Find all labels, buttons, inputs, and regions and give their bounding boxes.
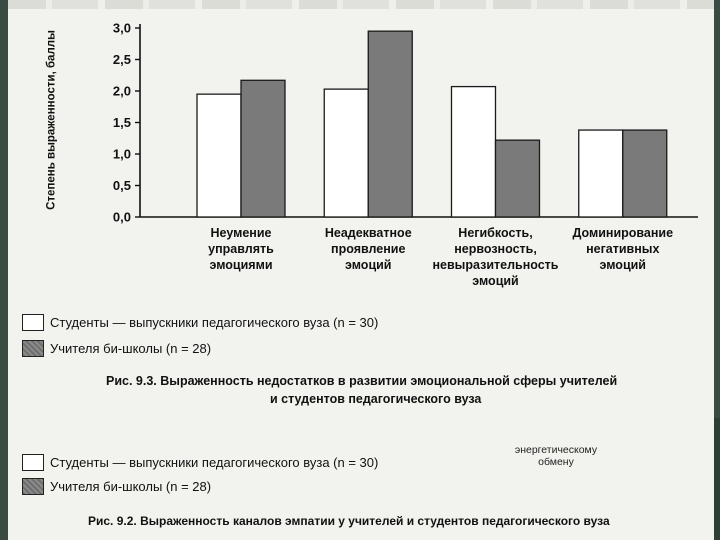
y-tick-label: 2,0: [112, 83, 131, 99]
bar-teachers: [623, 130, 667, 217]
x-category-label-line: негативных: [586, 242, 660, 256]
fragment-note-line1: энергетическому: [514, 444, 598, 456]
figure-caption-9-3-line2: и студентов педагогического вуза: [270, 392, 482, 406]
legend2-swatch-students: [22, 454, 44, 471]
scanned-page: [8, 0, 714, 540]
legend-label-students: Студенты — выпускники педагогического вуза (n = 30): [50, 314, 379, 330]
figure-fragment-note: [496, 444, 616, 468]
legend2-item-teachers: [22, 476, 211, 496]
legend-swatch-teachers: [22, 340, 44, 357]
x-category-label-line: управлять: [208, 242, 274, 256]
frame-edge: [714, 418, 720, 540]
legend2-label-students: Студенты — выпускники педагогического вуза (n = 30): [50, 454, 379, 470]
bar-chart: [8, 0, 714, 300]
figure-caption-9-2: Рис. 9.2. Выраженность каналов эмпатии у учителей и студентов педагогического вуза: [88, 514, 610, 528]
x-category-label-line: эмоций: [344, 258, 392, 272]
y-tick-label: 3,0: [112, 20, 131, 36]
bar-students: [324, 89, 368, 217]
y-tick-label: 1,5: [112, 115, 131, 130]
y-axis-label-text: Степень выраженности, баллы: [45, 30, 58, 210]
y-tick-label: 0,0: [112, 209, 131, 225]
y-tick-label: 2,5: [112, 52, 131, 67]
fragment-note-line2: обмену: [538, 456, 574, 468]
x-category-label-line: эмоций: [599, 258, 647, 272]
x-category-label-line: нервозность,: [454, 242, 537, 256]
x-category-label-line: Доминирование: [572, 226, 674, 240]
figure-caption-9-3-line1: Рис. 9.3. Выраженность недостатков в развитии эмоциональной сферы учителей: [106, 374, 618, 388]
x-category-label-line: эмоциями: [209, 258, 273, 272]
legend2-swatch-teachers: [22, 478, 44, 495]
x-category-label-line: эмоций: [472, 274, 519, 288]
x-category-label: [433, 226, 559, 288]
x-category-label: [572, 226, 673, 272]
x-axis-labels: [208, 226, 673, 288]
x-category-label: [208, 226, 274, 272]
x-category-label-line: Неумение: [210, 226, 272, 240]
legend-swatch-students: [22, 314, 44, 331]
legend2-item-students: [22, 452, 378, 472]
bar-teachers: [241, 80, 285, 217]
bar-students: [452, 87, 496, 217]
bar-teachers: [496, 140, 540, 217]
x-category-label-line: Негибкость,: [458, 226, 533, 240]
legend2-label-teachers: Учителя би-школы (n = 28): [50, 478, 212, 494]
x-category-label-line: невыразительность: [432, 258, 559, 272]
y-tick-label: 1,0: [112, 146, 131, 162]
legend-label-teachers: Учителя би-школы (n = 28): [50, 340, 212, 356]
x-category-label-line: проявление: [331, 242, 406, 256]
bar-students: [579, 130, 623, 217]
x-category-label-line: Неадекватное: [324, 226, 412, 240]
legend-item-students: [22, 312, 378, 332]
y-tick-label: 0,5: [112, 178, 131, 193]
bar-teachers: [368, 31, 412, 217]
legend-item-teachers: [22, 338, 211, 358]
bar-students: [197, 94, 241, 217]
x-category-label: [325, 226, 412, 272]
bars: [197, 31, 667, 217]
